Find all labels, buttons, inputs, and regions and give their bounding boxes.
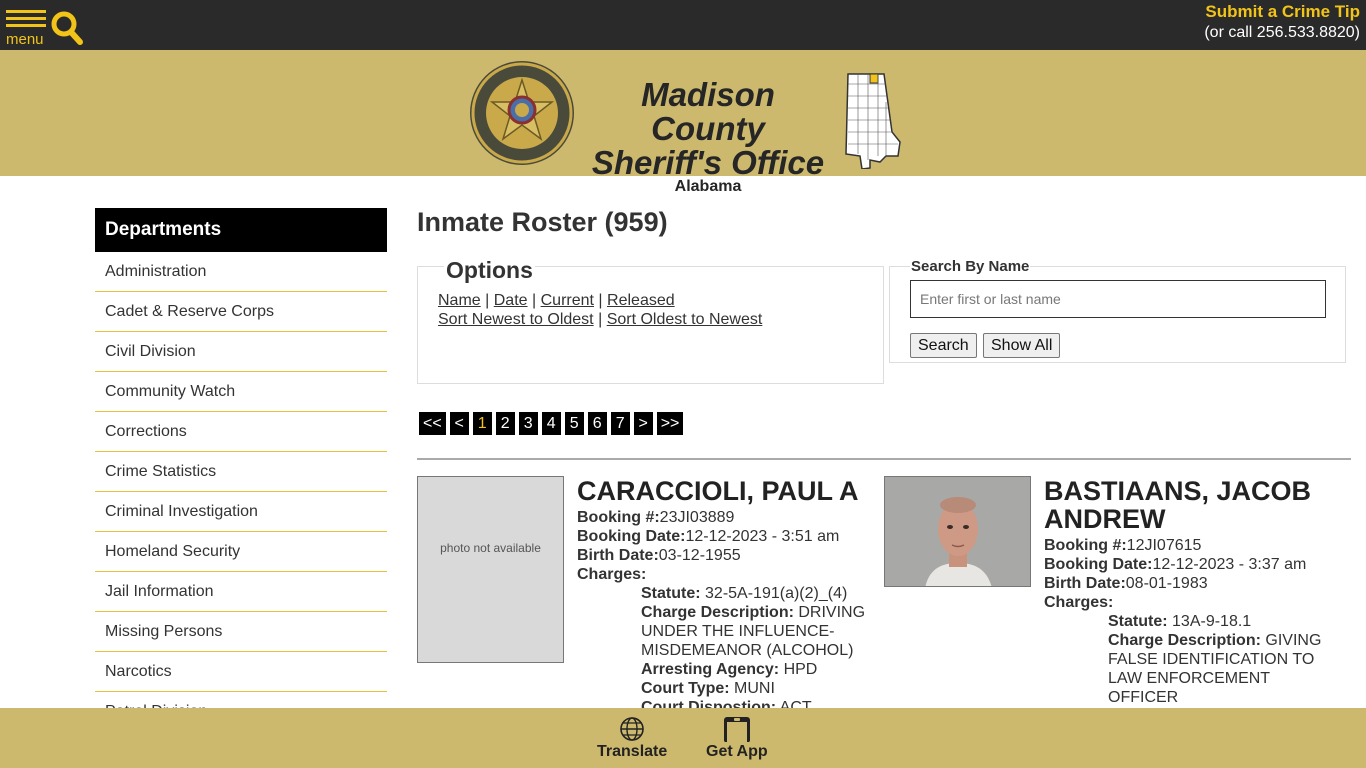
- pager-page-5[interactable]: 5: [565, 412, 584, 435]
- charge-description-label: Charge Description:: [1108, 632, 1261, 649]
- booking-date: 12-12-2023 - 3:37 am: [1152, 556, 1307, 573]
- pager-page-2[interactable]: 2: [496, 412, 515, 435]
- show-all-button[interactable]: Show All: [983, 333, 1060, 358]
- photo-not-available-text: photo not available: [440, 541, 541, 555]
- sidebar-item-corrections[interactable]: Corrections: [95, 412, 387, 452]
- statute: 13A-9-18.1: [1172, 613, 1252, 630]
- separator: |: [532, 292, 537, 309]
- booking-label: Booking #:: [577, 509, 660, 526]
- translate-label: Translate: [597, 743, 668, 760]
- pager-next[interactable]: >: [634, 412, 653, 435]
- inmate-photo-placeholder[interactable]: [417, 476, 564, 663]
- brand-line-1: Madison County: [641, 76, 775, 147]
- page-title: Inmate Roster (959): [417, 207, 668, 237]
- inmate-record: [577, 477, 867, 717]
- options-panel: [417, 257, 884, 384]
- statute: 32-5A-191(a)(2)_(4): [705, 585, 848, 602]
- charge-details: [577, 584, 867, 717]
- pager-page-6[interactable]: 6: [588, 412, 607, 435]
- hamburger-icon: [6, 10, 46, 13]
- divider: [417, 458, 1351, 460]
- menu-button[interactable]: [6, 10, 48, 48]
- birth-date-label: Birth Date:: [1044, 575, 1126, 592]
- pagination: [419, 412, 683, 435]
- pager-page-4[interactable]: 4: [542, 412, 561, 435]
- sidebar-item-community-watch[interactable]: Community Watch: [95, 372, 387, 412]
- departments-sidebar: [95, 208, 387, 732]
- booking-date: 12-12-2023 - 3:51 am: [685, 528, 840, 545]
- sidebar-heading: Departments: [95, 208, 387, 252]
- hamburger-icon-bar: [6, 24, 46, 27]
- pager-page-1[interactable]: 1: [473, 412, 492, 435]
- statute-label: Statute:: [1108, 613, 1168, 630]
- arresting-agency: HPD: [783, 661, 818, 678]
- search-legend: Search By Name: [911, 258, 1030, 275]
- pager-page-3[interactable]: 3: [519, 412, 538, 435]
- mugshot-image: [885, 477, 1031, 587]
- tip-phone: (or call 256.533.8820): [1204, 24, 1360, 41]
- inmate-name[interactable]: BASTIAANS, JACOB ANDREW: [1044, 476, 1312, 534]
- filter-released-link[interactable]: Released: [607, 292, 675, 309]
- hamburger-icon-bar: [6, 17, 46, 20]
- globe-icon: [619, 716, 645, 742]
- sort-newest-link[interactable]: Sort Newest to Oldest: [438, 311, 594, 328]
- translate-button[interactable]: [597, 716, 667, 761]
- sheriff-seal-icon[interactable]: [469, 60, 575, 166]
- brand-title[interactable]: [580, 78, 836, 196]
- sidebar-item-administration[interactable]: Administration: [95, 252, 387, 292]
- search-button[interactable]: Search: [910, 333, 977, 358]
- birth-date: 08-01-1983: [1125, 575, 1208, 592]
- alabama-map-icon: [840, 72, 904, 169]
- sidebar-item-missing-persons[interactable]: Missing Persons: [95, 612, 387, 652]
- booking-number: 12JI07615: [1126, 537, 1202, 554]
- inmate-record: [1044, 477, 1344, 745]
- filter-links: [438, 292, 675, 310]
- charge-description: DRIVING UNDER THE INFLUENCE-MISDEMEANOR (ALCOHOL): [641, 604, 866, 659]
- sort-links: [438, 311, 762, 329]
- booking-label: Booking #:: [1044, 537, 1127, 554]
- sidebar-item-civil-division[interactable]: Civil Division: [95, 332, 387, 372]
- pager-prev[interactable]: <: [450, 412, 469, 435]
- sidebar-item-cadet-reserve[interactable]: Cadet & Reserve Corps: [95, 292, 387, 332]
- sidebar-item-criminal-investigation[interactable]: Criminal Investigation: [95, 492, 387, 532]
- bottom-bar: [0, 708, 1366, 768]
- pager-page-7[interactable]: 7: [611, 412, 630, 435]
- booking-date-label: Booking Date:: [1044, 556, 1153, 573]
- brand-line-3: Alabama: [674, 178, 742, 195]
- brand-line-2: Sheriff's Office: [591, 144, 825, 181]
- search-input[interactable]: [910, 280, 1326, 318]
- search-icon[interactable]: [51, 11, 83, 45]
- inmate-photo[interactable]: [884, 476, 1031, 587]
- booking-number: 23JI03889: [659, 509, 735, 526]
- crime-tip: [1204, 3, 1360, 45]
- inmate-name[interactable]: CARACCIOLI, PAUL A: [577, 476, 859, 506]
- filter-current-link[interactable]: Current: [540, 292, 594, 309]
- sort-oldest-link[interactable]: Sort Oldest to Newest: [606, 311, 763, 328]
- filter-date-link[interactable]: Date: [493, 292, 528, 309]
- search-by-name-panel: [889, 258, 1346, 363]
- charge-description: GIVING FALSE IDENTIFICATION TO LAW ENFORCEMENT OFFICER: [1108, 632, 1322, 706]
- top-bar: [0, 0, 1366, 50]
- pager-last[interactable]: >>: [657, 412, 684, 435]
- court-type-label: Court Type:: [641, 680, 730, 697]
- separator: |: [485, 292, 490, 309]
- menu-label: menu: [6, 31, 44, 48]
- court-type: MUNI: [734, 680, 775, 697]
- sidebar-item-crime-statistics[interactable]: Crime Statistics: [95, 452, 387, 492]
- get-app-button[interactable]: [706, 716, 768, 761]
- separator: |: [598, 311, 603, 328]
- charge-description-label: Charge Description:: [641, 604, 794, 621]
- birth-date: 03-12-1955: [658, 547, 741, 564]
- charges-label: Charges:: [577, 566, 647, 583]
- get-app-label: Get App: [706, 743, 768, 760]
- pager-first[interactable]: <<: [419, 412, 446, 435]
- charges-label: Charges:: [1044, 594, 1114, 611]
- arresting-agency-label: Arresting Agency:: [641, 661, 780, 678]
- mobile-app-icon: [723, 716, 751, 742]
- separator: |: [598, 292, 603, 309]
- options-title: Options: [446, 257, 533, 283]
- filter-name-link[interactable]: Name: [438, 292, 481, 309]
- sidebar-item-narcotics[interactable]: Narcotics: [95, 652, 387, 692]
- birth-date-label: Birth Date:: [577, 547, 659, 564]
- submit-crime-tip-link[interactable]: Submit a Crime Tip: [1205, 2, 1360, 21]
- sidebar-item-homeland-security[interactable]: Homeland Security: [95, 532, 387, 572]
- sidebar-item-jail-information[interactable]: Jail Information: [95, 572, 387, 612]
- booking-date-label: Booking Date:: [577, 528, 686, 545]
- statute-label: Statute:: [641, 585, 701, 602]
